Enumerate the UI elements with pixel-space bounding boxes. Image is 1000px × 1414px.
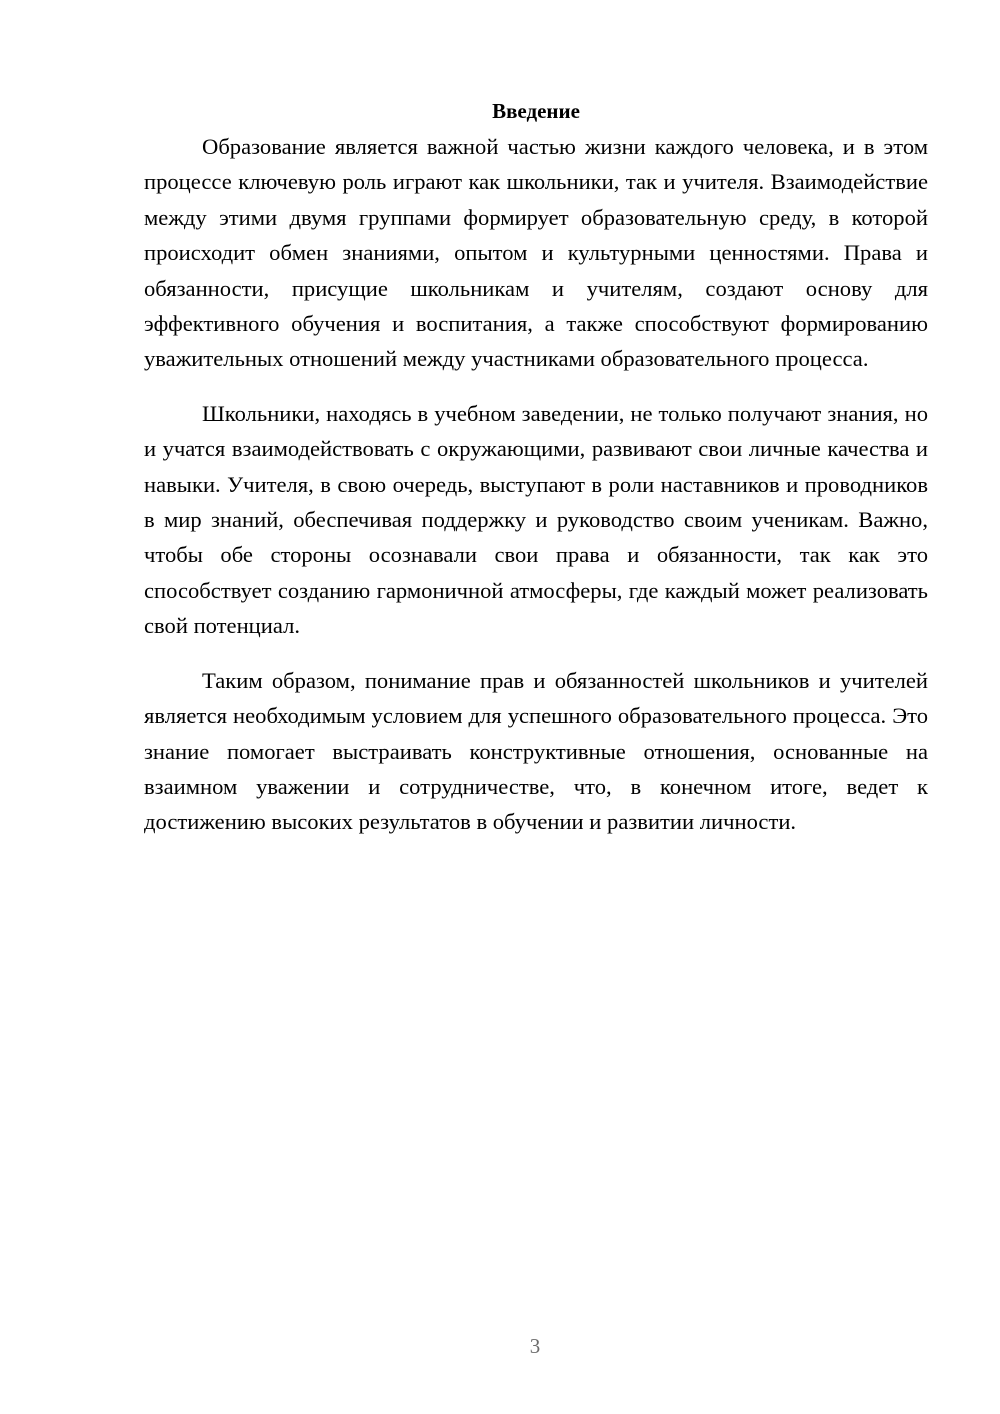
paragraph-1: Образование является важной частью жизни каждого человека, и в этом процессе ключевую роль играют как школьники, так и учителя. Взаимодействие между этими двумя группами формирует образовательную среду, в которой происходит обмен знаниями, опытом и культурными ценностями. Права и обязанности, присущие школьникам и учителям, создают основу для эффективного обучения и воспитания, а также способствуют формированию уважительных отношений между участниками образовательного процесса. [144, 134, 928, 372]
paragraph-2: Школьники, находясь в учебном заведении, не только получают знания, но и учатся взаимодействовать с окружающими, развивают свои личные качества и навыки. Учителя, в свою очередь, выступают в роли наставников и проводников в мир знаний, обеспечивая поддержку и руководство своим ученикам. Важно, чтобы обе стороны осознавали свои права и обязанности, так как это способствует созданию гармоничной атмосферы, где каждый может реализовать свой потенциал. [144, 400, 928, 639]
section-title: Введение [492, 99, 580, 123]
page-content [144, 93, 928, 859]
page-number: 3 [529, 1334, 541, 1358]
paragraph-3: Таким образом, понимание прав и обязанностей школьников и учителей является необходимым условием для успешного образовательного процесса. Это знание помогает выстраивать конструктивные отношения, основанные на взаимном уважении и сотрудничестве, что, в конечном итоге, ведет к достижению высоких результатов в обучении и развитии личности. [144, 667, 928, 835]
